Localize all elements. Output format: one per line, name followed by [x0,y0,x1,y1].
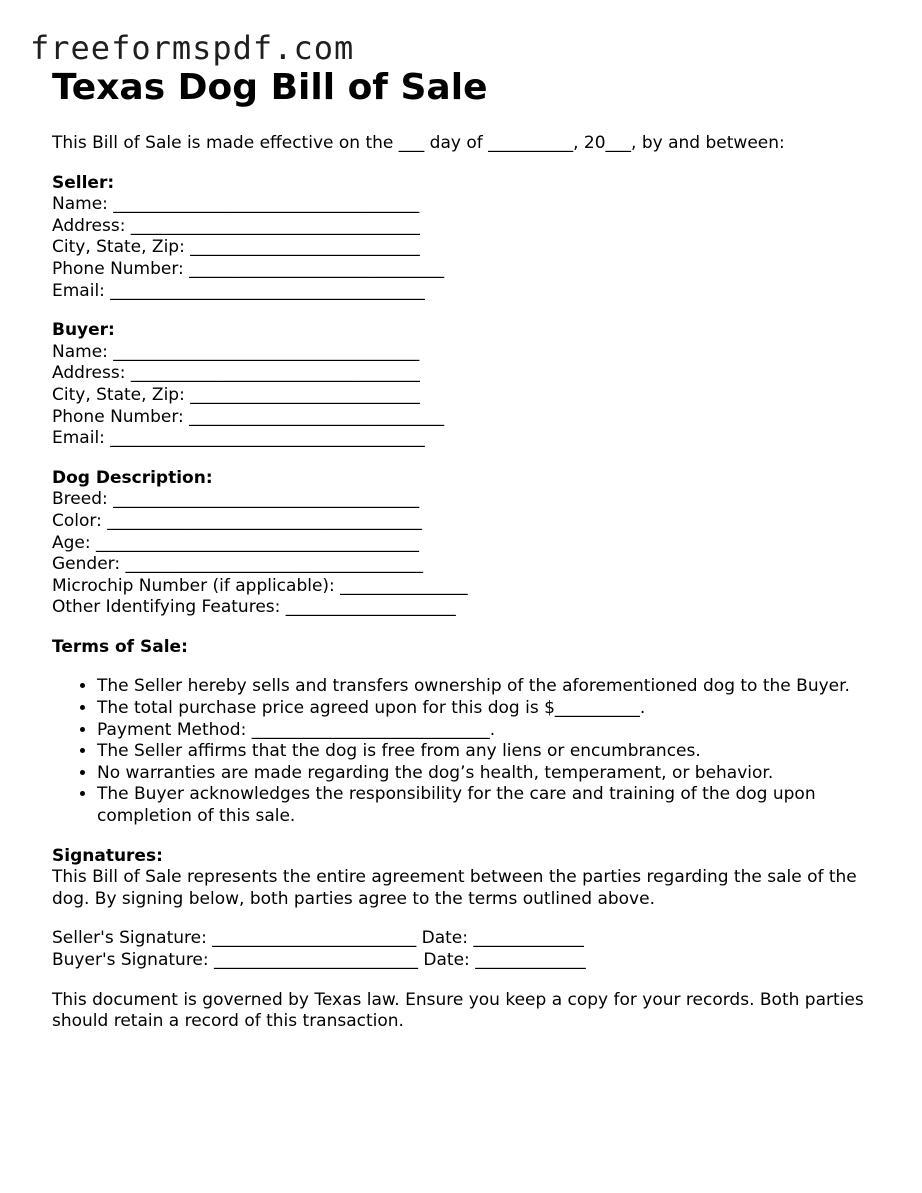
watermark-text: freeformspdf.com [30,29,355,67]
terms-item: • The Seller hereby sells and transfers ownership of the aforementioned dog to the Buyer. [97,676,877,698]
closing-paragraph: This document is governed by Texas law. Ensure you keep a copy for your records. Both parties should retain a record of this transaction. [52,989,864,1032]
buyer-section [52,320,882,450]
buyer-address-line: Address: __________________________________ [52,363,420,384]
seller-phone-line: Phone Number: ______________________________ [52,258,445,279]
terms-item: • The total purchase price agreed upon for this dog is $__________. [97,698,877,720]
seller-heading: Seller: [52,172,115,193]
dog-description-heading: Dog Description: [52,467,213,488]
signatures-paragraph: This Bill of Sale represents the entire agreement between the parties regarding the sale of the dog. By signing below, both parties agree to the terms outlined above. [52,867,857,909]
dog-age-line: Age: ______________________________________ [52,532,420,553]
signature-lines [52,928,882,971]
intro-paragraph: This Bill of Sale is made effective on the ___ day of __________, 20___, by and between: [52,133,785,153]
buyer-name-line: Name: ____________________________________ [52,341,420,362]
document-title: Texas Dog Bill of Sale [52,67,488,108]
terms-item: • Payment Method: ____________________________. [97,720,877,742]
seller-city-state-zip-line: City, State, Zip: ___________________________ [52,237,420,258]
dog-description-section [52,468,882,619]
buyer-email-line: Email: _____________________________________ [52,428,425,449]
dog-breed-line: Breed: ____________________________________ [52,489,420,510]
seller-section [52,173,882,303]
seller-email-line: Email: _____________________________________ [52,280,425,301]
buyer-city-state-zip-line: City, State, Zip: ___________________________ [52,384,420,405]
buyer-heading: Buyer: [52,320,115,341]
dog-color-line: Color: _____________________________________ [52,510,422,531]
buyer-phone-line: Phone Number: ______________________________ [52,406,445,427]
terms-list [52,676,882,827]
document-body [52,66,882,1033]
signatures-heading: Signatures: [52,845,163,866]
terms-heading: Terms of Sale: [52,636,188,657]
dog-gender-line: Gender: ___________________________________ [52,554,423,575]
buyer-signature-line: Buyer's Signature: ________________________ Date: _____________ [52,950,586,970]
dog-microchip-line: Microchip Number (if applicable): _______________ [52,575,468,596]
terms-item: • The Seller affirms that the dog is free from any liens or encumbrances. [97,741,877,763]
terms-item: • The Buyer acknowledges the responsibility for the care and training of the dog upon completion of this sale. [97,784,877,827]
dog-features-line: Other Identifying Features: ____________________ [52,597,456,618]
seller-address-line: Address: __________________________________ [52,215,420,236]
seller-signature-line: Seller's Signature: ________________________ Date: _____________ [52,928,584,949]
seller-name-line: Name: ____________________________________ [52,194,420,215]
signatures-section [52,846,882,972]
terms-item: • No warranties are made regarding the dog’s health, temperament, or behavior. [97,763,877,785]
terms-section [52,637,882,828]
